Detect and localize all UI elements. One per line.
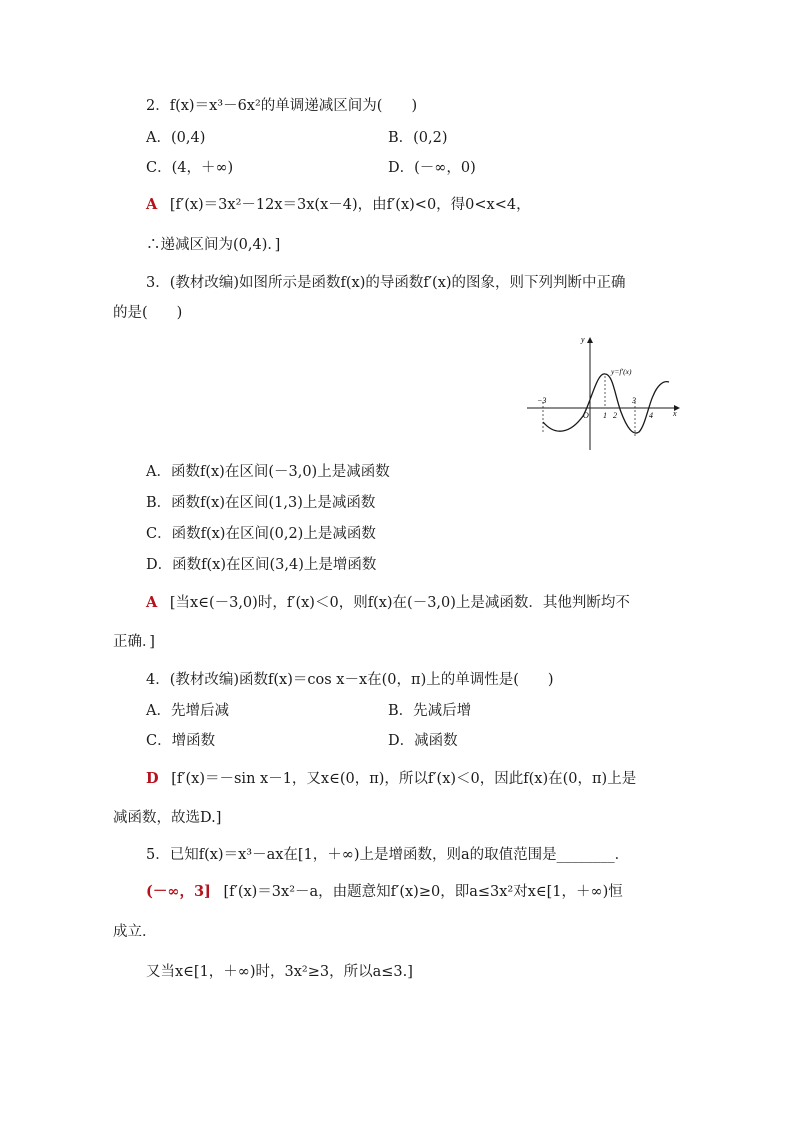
q4-stem: 4．(教材改编)函数f(x)＝cos x－x在(0，π)上的单调性是( ): [146, 672, 554, 688]
curve-label: y=f′(x): [611, 367, 632, 376]
q3-option-c: C．函数f(x)在区间(0,2)上是减函数: [146, 526, 376, 542]
q4-solution-line2: 减函数，故选D.]: [113, 810, 222, 826]
q2-option-a: A．(0,4): [146, 130, 206, 146]
q4-answer: D: [146, 770, 159, 787]
q3-option-b: B．函数f(x)在区间(1,3)上是减函数: [146, 495, 376, 511]
q3-option-a: A．函数f(x)在区间(－3,0)上是减函数: [146, 464, 390, 480]
q2-solution-line2: ∴递减区间为(0,4)．]: [146, 237, 281, 253]
q3-solution-text: [当x∈(－3,0)时，f′(x)＜0，则f(x)在(－3,0)上是减函数．其他判断均不: [169, 595, 630, 611]
q3-stem-line1: 3．(教材改编)如图所示是函数f(x)的导函数f′(x)的图象，则下列判断中正确: [146, 275, 626, 291]
q5-solution-line2: 成立．: [113, 924, 157, 940]
q5-answer: (－∞，3]: [146, 883, 211, 900]
q2-option-d: D．(－∞，0): [388, 160, 476, 176]
q3-option-d: D．函数f(x)在区间(3,4)上是增函数: [146, 557, 377, 573]
q3-stem-line2: 的是( ): [113, 305, 183, 321]
q4-option-c: C．增函数: [146, 733, 216, 749]
q4-option-a: A．先增后减: [146, 703, 229, 719]
derivative-graph: [525, 332, 685, 452]
q3-solution-line2: 正确．]: [113, 634, 155, 650]
tick-3: 3: [632, 396, 636, 405]
q4-option-d: D．减函数: [388, 733, 458, 749]
q4-solution-line1: [146, 769, 636, 789]
q2-answer: A: [146, 196, 158, 213]
tick-neg3: −3: [537, 396, 547, 405]
q2-solution-text: [f′(x)＝3x²－12x＝3x(x－4)，由f′(x)<0，得0<x<4，: [169, 197, 531, 213]
tick-4: 4: [649, 411, 653, 420]
q3-solution-line1: [146, 593, 630, 613]
q5-solution-line1: [146, 882, 623, 902]
q4-option-b: B．先减后增: [388, 703, 472, 719]
x-axis-label: x: [673, 409, 677, 418]
origin-label: O: [583, 411, 589, 420]
y-axis-label: y: [581, 335, 585, 344]
q2-option-b: B．(0,2): [388, 130, 448, 146]
q3-answer: A: [146, 594, 158, 611]
q5-solution-line3: 又当x∈[1，＋∞)时，3x²≥3，所以a≤3.]: [146, 964, 413, 980]
derivative-curve: [543, 374, 669, 433]
tick-2: 2: [613, 411, 617, 420]
q4-solution-text: [f′(x)＝－sin x－1，又x∈(0，π)，所以f′(x)＜0，因此f(x)在(0，π)上是: [171, 771, 637, 787]
q2-solution-line1: [146, 195, 531, 215]
tick-1: 1: [603, 411, 607, 420]
q5-stem: 5．已知f(x)＝x³－ax在[1，＋∞)上是增函数，则a的取值范围是________．: [146, 847, 630, 863]
q2-stem: 2．f(x)＝x³－6x²的单调递减区间为( ): [146, 98, 418, 114]
q5-solution-text: [f′(x)＝3x²－a，由题意知f′(x)≥0，即a≤3x²对x∈[1，＋∞)恒: [223, 884, 623, 900]
q2-option-c: C．(4，＋∞): [146, 160, 234, 176]
